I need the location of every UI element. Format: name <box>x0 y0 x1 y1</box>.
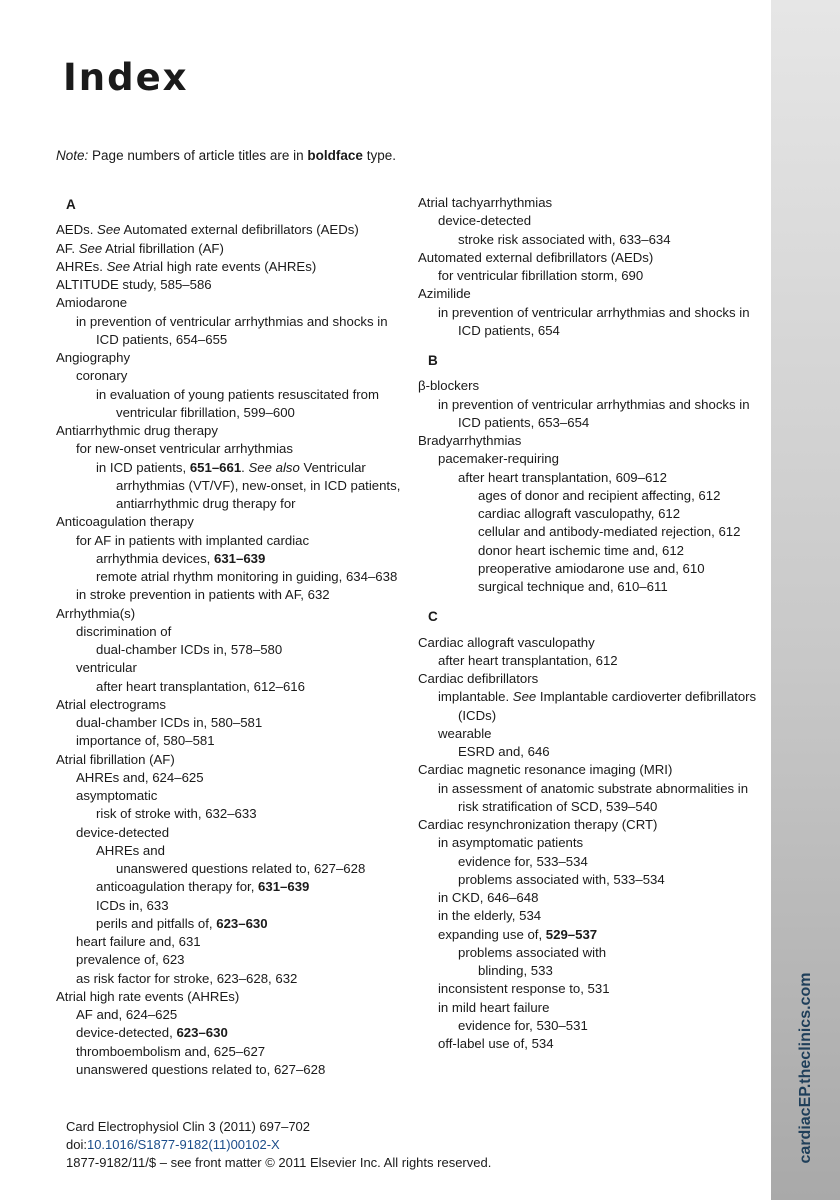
index-column-left <box>56 194 406 1079</box>
index-subentry: arrhythmia devices, 631–639 <box>96 550 266 566</box>
index-entry: Atrial fibrillation (AF) <box>56 751 175 767</box>
index-subentry: perils and pitfalls of, 623–630 <box>96 915 268 931</box>
index-entry: ALTITUDE study, 585–586 <box>56 277 212 292</box>
index-subentry: importance of, 580–581 <box>76 733 215 749</box>
index-subentry: inconsistent response to, 531 <box>438 981 610 997</box>
index-subentry: off-label use of, 534 <box>438 1036 554 1051</box>
index-subentry: for new-onset ventricular arrhythmias <box>76 441 293 457</box>
index-subentry: in evaluation of young patients resuscitated from ventricular fibrillation, 599–600 <box>96 386 379 420</box>
index-subentry: after heart transplantation, 612 <box>438 652 618 668</box>
index-subentry: thromboembolism and, 625–627 <box>76 1043 266 1059</box>
index-subentry: prevalence of, 623 <box>76 952 185 968</box>
index-subentry: implantable. See Implantable cardioverter defibrillators (ICDs) <box>438 689 757 723</box>
boldface-note: Note: Page numbers of article titles are in boldface type. <box>56 148 396 163</box>
index-subentry: unanswered questions related to, 627–628 <box>76 1061 326 1077</box>
index-subentry: for AF in patients with implanted cardiac <box>76 532 310 548</box>
doi-line: doi:10.1016/S1877-9182(11)00102-X <box>66 1137 280 1152</box>
index-subentry: unanswered questions related to, 627–628 <box>116 861 366 876</box>
index-subentry: device-detected <box>76 824 170 840</box>
index-entry: AEDs. See Automated external defibrillators (AEDs) <box>56 222 359 238</box>
index-entry: Automated external defibrillators (AEDs) <box>418 249 654 265</box>
index-subentry: cardiac allograft vasculopathy, 612 <box>478 506 681 521</box>
index-subentry: anticoagulation therapy for, 631–639 <box>96 879 310 895</box>
index-subentry: evidence for, 533–534 <box>458 853 588 869</box>
index-subentry: remote atrial rhythm monitoring in guiding, 634–638 <box>96 569 398 584</box>
index-entry: Anticoagulation therapy <box>56 514 194 530</box>
section-letter-b: B <box>428 353 438 368</box>
index-subentry: in CKD, 646–648 <box>438 890 539 905</box>
index-subentry: in mild heart failure <box>438 999 550 1015</box>
index-column-right <box>418 194 763 1053</box>
index-subentry: in ICD patients, 651–661. See also Ventricular arrhythmias (VT/VF), new-onset, in ICD patients, antiarrhythmic drug therapy for <box>96 459 401 511</box>
index-subentry: in assessment of anatomic substrate abnormalities in risk stratification of SCD, 539–540 <box>438 780 749 814</box>
index-entry: Cardiac allograft vasculopathy <box>418 634 595 650</box>
copyright: 1877-9182/11/$ – see front matter © 2011 Elsevier Inc. All rights reserved. <box>66 1155 492 1170</box>
index-subentry: in prevention of ventricular arrhythmias and shocks in ICD patients, 653–654 <box>438 396 750 430</box>
page-title: Index <box>63 56 189 99</box>
index-subentry: dual-chamber ICDs in, 578–580 <box>96 642 283 657</box>
index-subentry: device-detected <box>438 213 532 229</box>
index-subentry: in prevention of ventricular arrhythmias and shocks in ICD patients, 654 <box>438 304 750 338</box>
index-subentry: surgical technique and, 610–611 <box>478 579 668 594</box>
index-entry: Bradyarrhythmias <box>418 433 522 448</box>
index-subentry: stroke risk associated with, 633–634 <box>458 231 671 247</box>
index-subentry: expanding use of, 529–537 <box>438 926 598 942</box>
index-subentry: ESRD and, 646 <box>458 744 550 759</box>
index-entry: Atrial tachyarrhythmias <box>418 195 553 210</box>
index-subentry: as risk factor for stroke, 623–628, 632 <box>76 970 298 986</box>
index-subentry: asymptomatic <box>76 788 158 803</box>
index-subentry: dual-chamber ICDs in, 580–581 <box>76 715 263 730</box>
index-subentry: AF and, 624–625 <box>76 1007 178 1022</box>
index-subentry: in the elderly, 534 <box>438 908 542 924</box>
index-subentry: AHREs and, 624–625 <box>76 769 204 785</box>
index-entry: Cardiac magnetic resonance imaging (MRI) <box>418 762 673 778</box>
index-subentry: ages of donor and recipient affecting, 612 <box>478 487 721 503</box>
index-subentry: ventricular <box>76 660 137 676</box>
index-subentry: problems associated with blinding, 533 <box>458 944 607 978</box>
index-subentry: cellular and antibody-mediated rejection, 612 <box>478 524 741 540</box>
index-entry: AHREs. See Atrial high rate events (AHREs) <box>56 258 317 274</box>
index-entry: Arrhythmia(s) <box>56 605 136 621</box>
citation: Card Electrophysiol Clin 3 (2011) 697–702 <box>66 1119 311 1134</box>
index-entry: AF. See Atrial fibrillation (AF) <box>56 240 224 256</box>
index-subentry: heart failure and, 631 <box>76 934 201 949</box>
journal-url[interactable]: cardiacEP.theclinics.com <box>797 972 814 1164</box>
index-entry: Amiodarone <box>56 295 128 311</box>
doi-link[interactable]: 10.1016/S1877-9182(11)00102-X <box>86 1137 280 1152</box>
index-entry: Cardiac resynchronization therapy (CRT) <box>418 817 658 832</box>
index-subentry: after heart transplantation, 609–612 <box>458 469 667 485</box>
index-entry: Atrial electrograms <box>56 696 166 712</box>
index-subentry: problems associated with, 533–534 <box>458 871 665 887</box>
index-subentry: in stroke prevention in patients with AF, 632 <box>76 587 330 603</box>
index-subentry: pacemaker-requiring <box>438 451 559 467</box>
index-entry: Atrial high rate events (AHREs) <box>56 988 240 1004</box>
index-subentry: ICDs in, 633 <box>96 897 169 913</box>
index-subentry: wearable <box>438 725 492 741</box>
index-subentry: preoperative amiodarone use and, 610 <box>478 560 705 576</box>
index-subentry: device-detected, 623–630 <box>76 1025 228 1041</box>
index-subentry: coronary <box>76 368 128 384</box>
index-subentry: after heart transplantation, 612–616 <box>96 678 305 694</box>
index-subentry: in asymptomatic patients <box>438 835 584 851</box>
index-entry: Angiography <box>56 350 131 365</box>
index-subentry: evidence for, 530–531 <box>458 1017 588 1033</box>
index-subentry: discrimination of <box>76 623 172 639</box>
index-subentry: in prevention of ventricular arrhythmias and shocks in ICD patients, 654–655 <box>76 313 388 347</box>
index-entry: Azimilide <box>418 286 471 302</box>
page-footer <box>66 1118 491 1172</box>
index-entry: Antiarrhythmic drug therapy <box>56 423 218 438</box>
index-subentry: risk of stroke with, 632–633 <box>96 806 257 822</box>
index-subentry: donor heart ischemic time and, 612 <box>478 542 684 558</box>
index-subentry: AHREs and <box>96 842 165 858</box>
section-letter-a: A <box>66 197 76 212</box>
section-letter-c: C <box>428 609 438 625</box>
index-entry: Cardiac defibrillators <box>418 671 539 686</box>
index-subentry: for ventricular fibrillation storm, 690 <box>438 268 644 283</box>
index-entry: β-blockers <box>418 378 480 394</box>
